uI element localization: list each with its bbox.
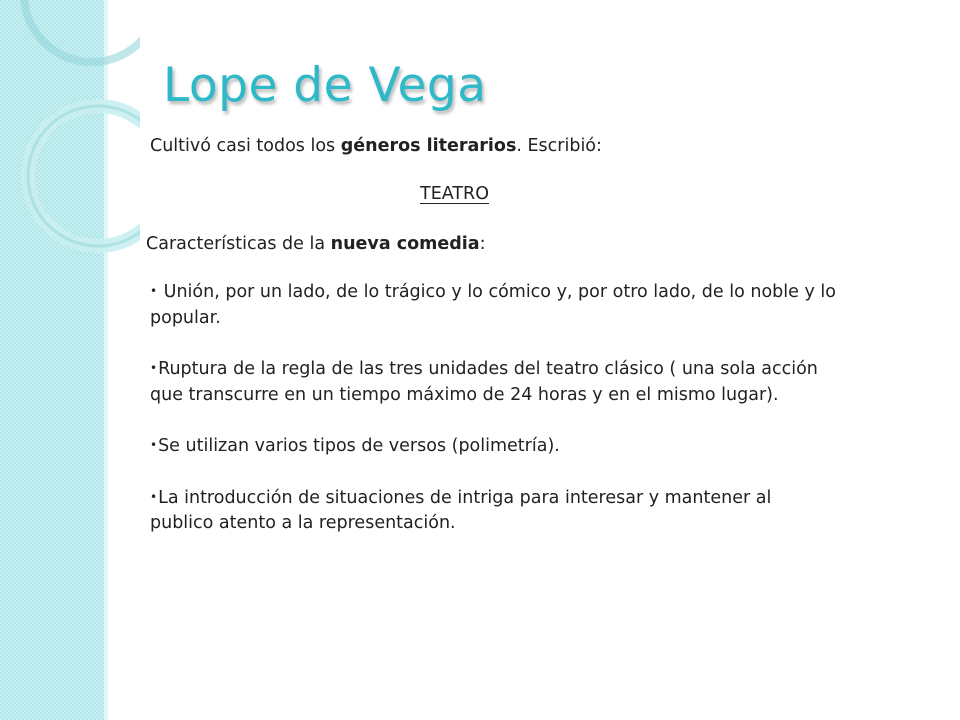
intro-line (150, 136, 602, 156)
list-item-text: Unión, por un lado, de lo trágico y lo cómico y, por otro lado, de lo noble y lo popular. (150, 282, 836, 328)
list-item (150, 485, 840, 537)
list-item-text: La introducción de situaciones de intriga para interesar y mantener al publico atento a la representación. (150, 487, 772, 533)
slide-title: Lope de Vega (163, 58, 487, 113)
list-item (150, 279, 840, 331)
subhead-text-start: Características de la (146, 234, 331, 254)
list-item (150, 356, 840, 408)
decorative-rings-icon (0, 0, 140, 300)
subhead-text-end: : (479, 234, 486, 254)
bullet-icon: • (150, 284, 158, 298)
list-item-text: Se utilizan varios tipos de versos (polimetría). (158, 436, 560, 456)
intro-bold-genres: géneros literarios (340, 136, 517, 156)
teatro-heading: TEATRO (420, 184, 489, 204)
subhead-bold-comedia: nueva comedia (330, 234, 480, 254)
list-item (150, 433, 840, 460)
intro-text-end: . Escribió: (516, 136, 602, 156)
bullet-icon: • (150, 489, 158, 504)
intro-text-start: Cultivó casi todos los (150, 136, 341, 156)
characteristics-heading (146, 234, 485, 254)
bullet-icon: • (150, 438, 158, 452)
characteristics-list (150, 279, 840, 562)
bullet-icon: • (150, 361, 158, 375)
list-item-text: Ruptura de la regla de las tres unidades del teatro clásico ( una sola acción que transcurre en un tiempo máximo de 24 horas y en el mismo lugar). (150, 359, 818, 405)
